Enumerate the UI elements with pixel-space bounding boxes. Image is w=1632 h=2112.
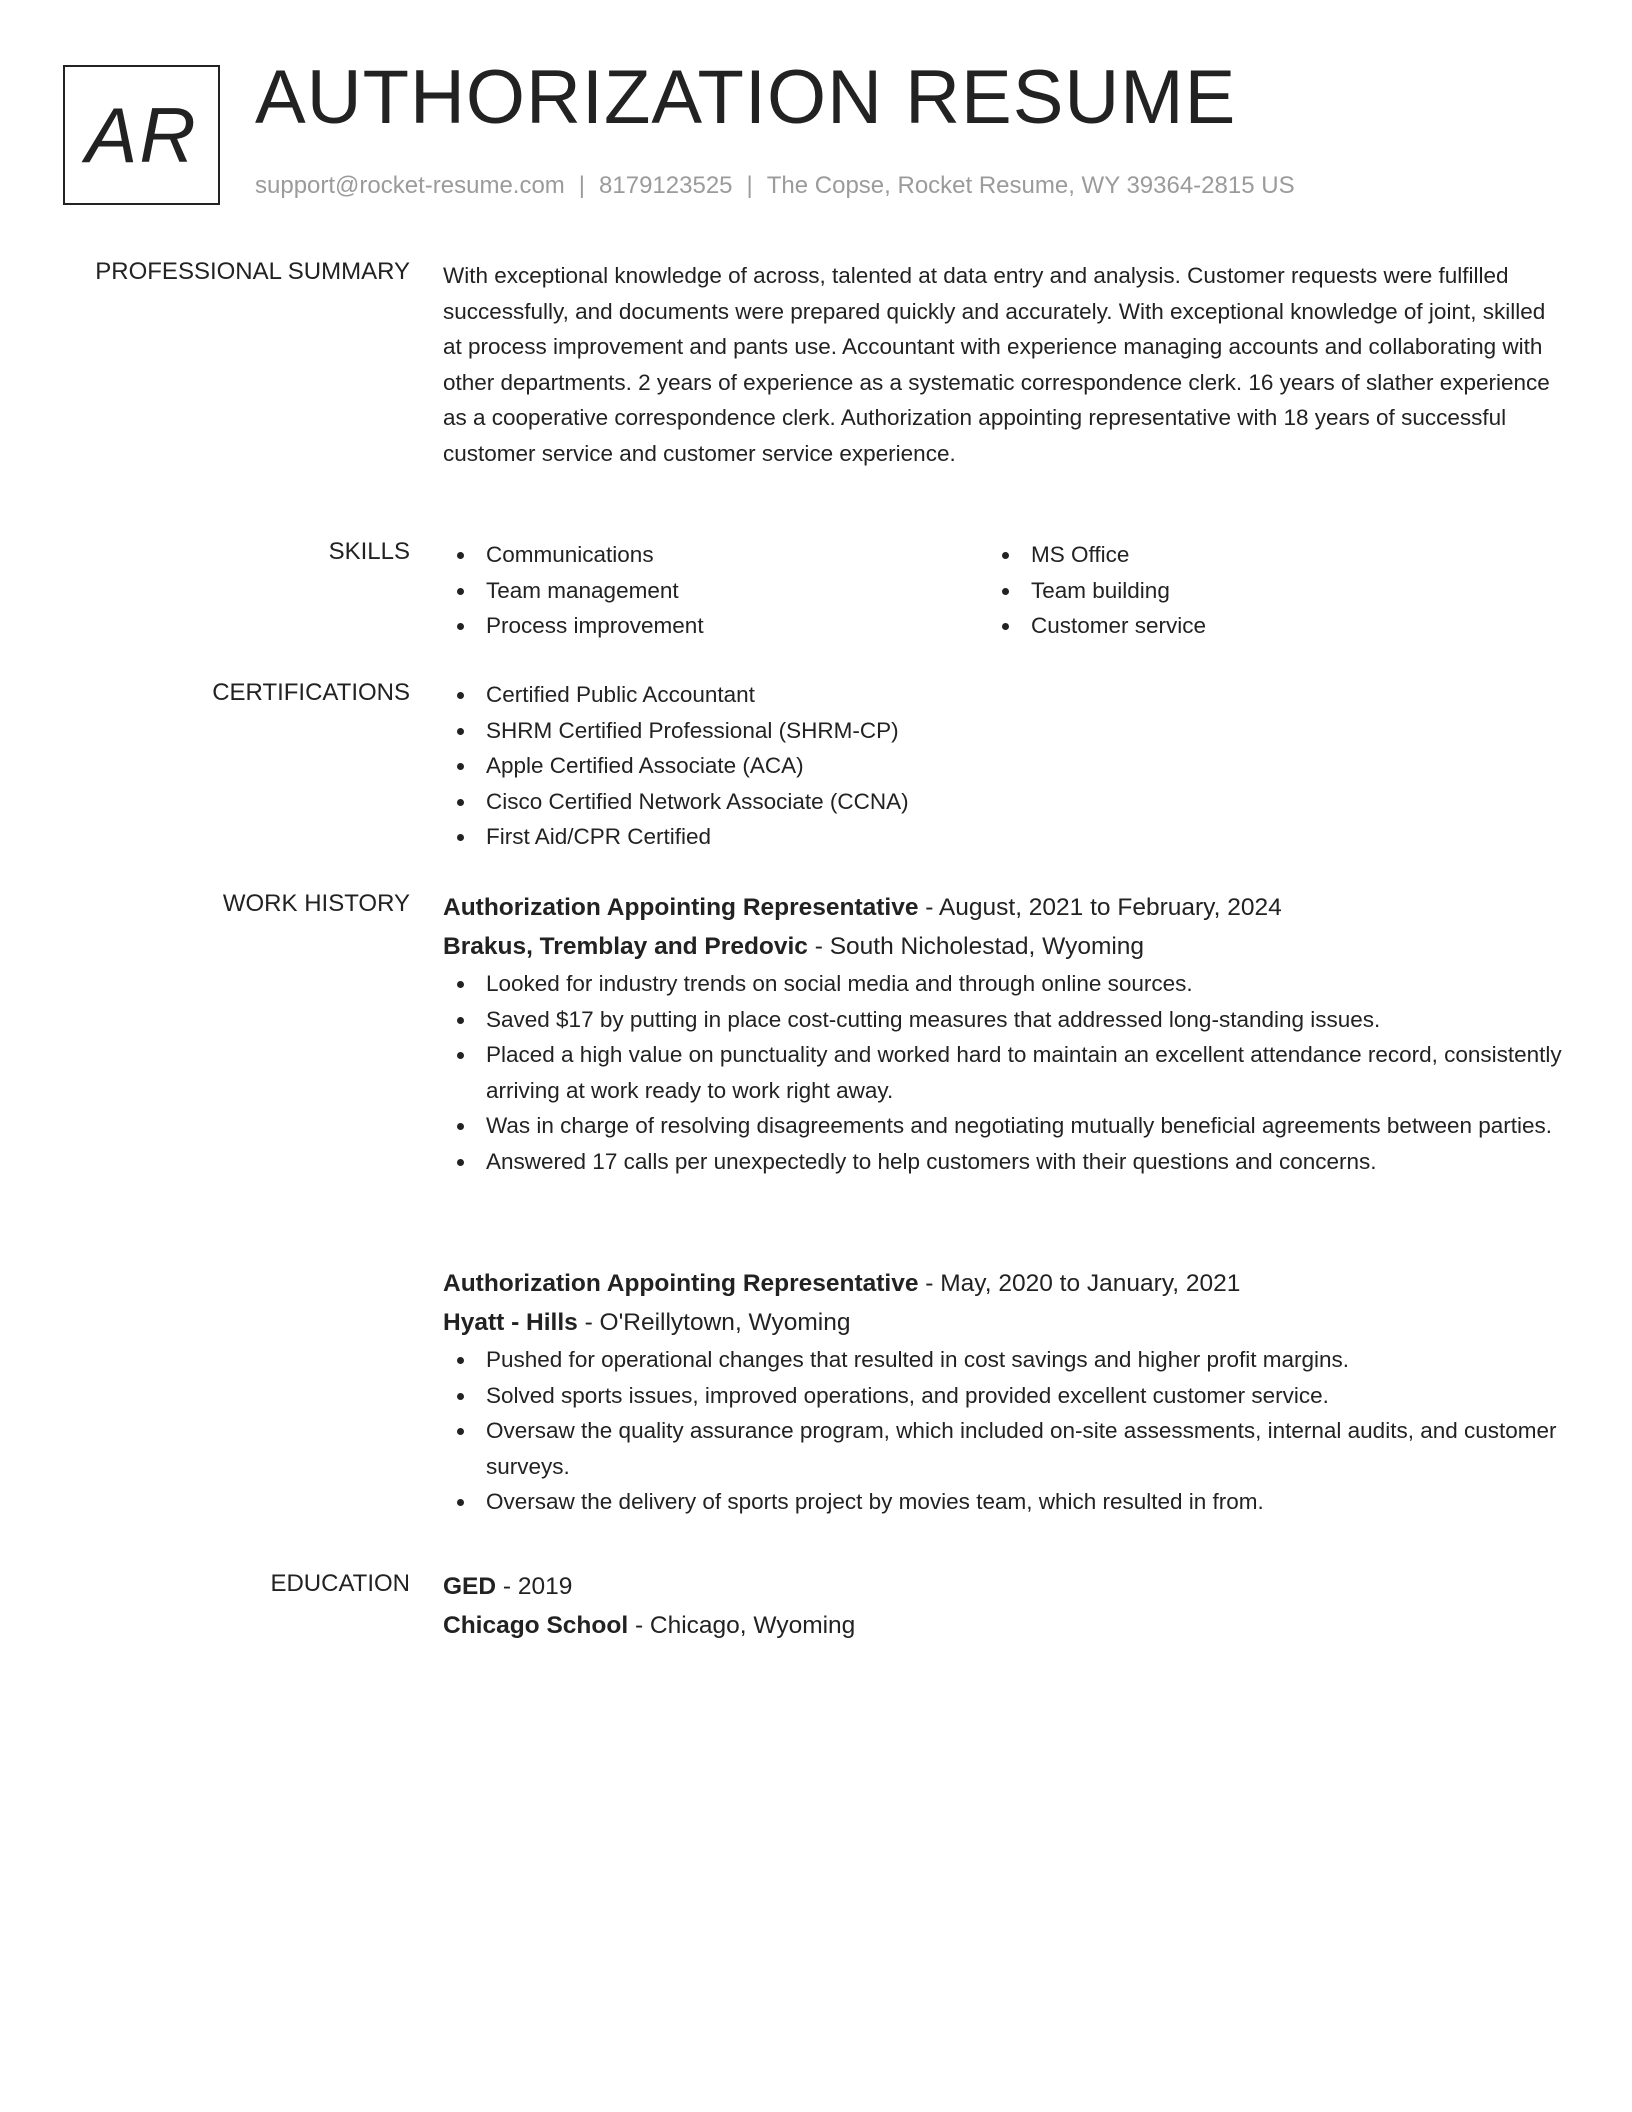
job-company: Hyatt - Hills bbox=[443, 1309, 578, 1336]
certification-item: Apple Certified Associate (ACA) bbox=[443, 748, 1563, 784]
skills-column-2 bbox=[988, 537, 1533, 644]
job-bullet: Was in charge of resolving disagreements and negotiating mutually beneficial agreements between parties. bbox=[443, 1108, 1563, 1144]
job-bullet: Placed a high value on punctuality and worked hard to maintain an excellent attendance record, consistently arriving at work ready to work right away. bbox=[443, 1037, 1563, 1108]
job-bullet: Oversaw the quality assurance program, which included on-site assessments, internal audits, and customer surveys. bbox=[443, 1413, 1563, 1484]
job-bullet: Saved $17 by putting in place cost-cutting measures that addressed long-standing issues. bbox=[443, 1002, 1563, 1038]
certifications-list bbox=[443, 677, 1563, 855]
skill-item: Team management bbox=[443, 573, 988, 609]
certification-item: SHRM Certified Professional (SHRM-CP) bbox=[443, 713, 1563, 749]
monogram-box bbox=[63, 65, 220, 205]
section-label-skills: SKILLS bbox=[328, 538, 410, 565]
contact-separator: | bbox=[746, 172, 753, 199]
job-title: Authorization Appointing Representative bbox=[443, 1270, 919, 1297]
section-label-summary: PROFESSIONAL SUMMARY bbox=[95, 258, 410, 285]
summary-text: With exceptional knowledge of across, talented at data entry and analysis. Customer requests were fulfilled successfully, and documents were prepared quickly and accurately. With exceptional knowledge of joint, skilled at process improvement and pants use. Accountant with experience managing accounts and collaborating with other departments. 2 years of experience as a systematic correspondence clerk. 16 years of slather experience as a cooperative correspondence clerk. Authorization appointing representative with 18 years of successful customer service and customer service experience. bbox=[443, 263, 1550, 466]
education-location: - Chicago, Wyoming bbox=[628, 1612, 856, 1639]
job-company-line bbox=[443, 927, 1563, 966]
job-title-line bbox=[443, 1264, 1563, 1303]
job-bullets bbox=[443, 966, 1563, 1179]
job-bullet: Answered 17 calls per unexpectedly to help customers with their questions and concerns. bbox=[443, 1144, 1563, 1180]
skill-item: Customer service bbox=[988, 608, 1533, 644]
job-entry bbox=[443, 1264, 1563, 1520]
job-location: - South Nicholestad, Wyoming bbox=[807, 933, 1145, 960]
certification-item: First Aid/CPR Certified bbox=[443, 819, 1563, 855]
skill-item: Team building bbox=[988, 573, 1533, 609]
section-label-education: EDUCATION bbox=[270, 1570, 410, 1597]
education-entry bbox=[443, 1567, 1563, 1645]
education-school-line bbox=[443, 1606, 1563, 1645]
job-bullet: Pushed for operational changes that resulted in cost savings and higher profit margins. bbox=[443, 1342, 1563, 1378]
job-title: Authorization Appointing Representative bbox=[443, 894, 919, 921]
job-bullet: Solved sports issues, improved operations, and provided excellent customer service. bbox=[443, 1378, 1563, 1414]
certification-item: Cisco Certified Network Associate (CCNA) bbox=[443, 784, 1563, 820]
contact-email: support@rocket-resume.com bbox=[255, 172, 565, 199]
job-bullet: Looked for industry trends on social media and through online sources. bbox=[443, 966, 1563, 1002]
contact-line bbox=[255, 172, 1295, 200]
contact-separator: | bbox=[578, 172, 586, 199]
contact-phone: 8179123525 bbox=[599, 172, 733, 199]
job-dates: - May, 2020 to January, 2021 bbox=[918, 1270, 1241, 1297]
contact-address: The Copse, Rocket Resume, WY 39364-2815 US bbox=[766, 172, 1295, 199]
education-degree-line bbox=[443, 1567, 1563, 1606]
job-entry bbox=[443, 888, 1563, 1179]
certifications-bullets bbox=[443, 677, 1563, 855]
job-company-line bbox=[443, 1303, 1563, 1342]
section-label-work-history: WORK HISTORY bbox=[222, 890, 410, 917]
education-year: - 2019 bbox=[496, 1573, 573, 1600]
section-label-certifications: CERTIFICATIONS bbox=[212, 679, 410, 706]
monogram-initials: AR bbox=[85, 90, 198, 179]
skills-list bbox=[443, 537, 1563, 644]
skill-item: Communications bbox=[443, 537, 988, 573]
job-dates: - August, 2021 to February, 2024 bbox=[918, 894, 1282, 921]
job-bullet: Oversaw the delivery of sports project by movies team, which resulted in from. bbox=[443, 1484, 1563, 1520]
job-location: - O'Reillytown, Wyoming bbox=[577, 1309, 851, 1336]
job-title-line bbox=[443, 888, 1563, 927]
job-company: Brakus, Tremblay and Predovic bbox=[443, 933, 808, 960]
education-degree: GED bbox=[443, 1573, 497, 1600]
job-bullets bbox=[443, 1342, 1563, 1520]
resume-name: AUTHORIZATION RESUME bbox=[255, 55, 1237, 140]
skills-column-1 bbox=[443, 537, 988, 644]
certification-item: Certified Public Accountant bbox=[443, 677, 1563, 713]
education-school: Chicago School bbox=[443, 1612, 629, 1639]
skill-item: Process improvement bbox=[443, 608, 988, 644]
skill-item: MS Office bbox=[988, 537, 1533, 573]
